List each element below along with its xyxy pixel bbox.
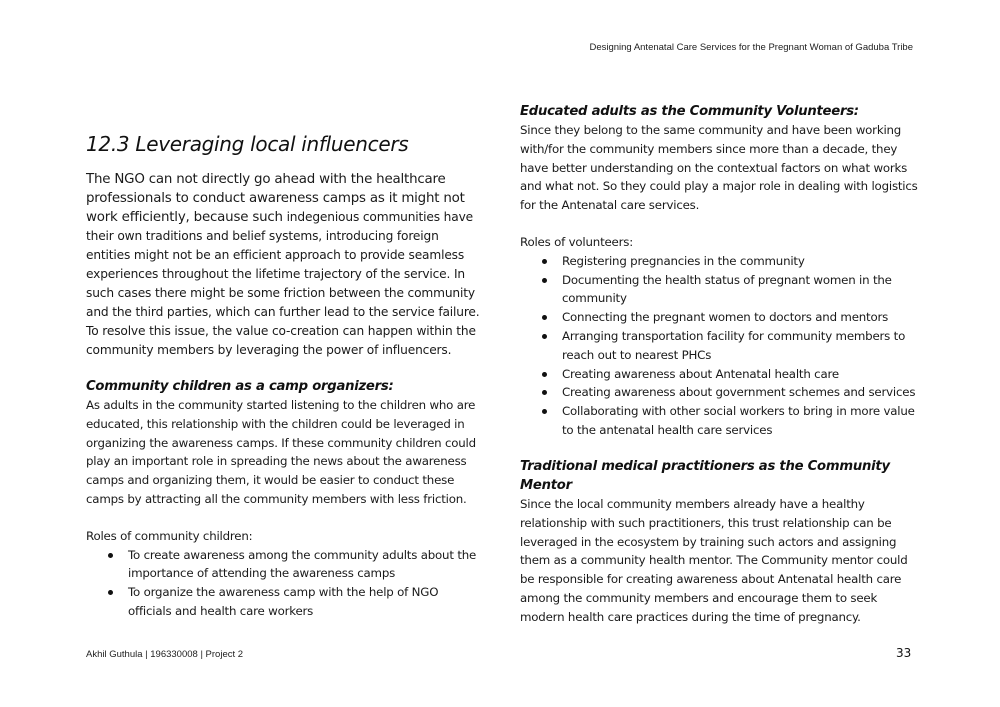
bullet-icon bbox=[108, 553, 113, 558]
volunteers-paragraph: Since they belong to the same community and have been working with/for the community members since more than a decade, they have better understanding on the contextual factors on what works and what not. So they could play a major role in dealing with logistics for the Antenatal care services. bbox=[520, 123, 918, 213]
page-number: 33 bbox=[896, 646, 912, 660]
bullet-icon bbox=[542, 259, 547, 264]
mentor-heading: Traditional medical practitioners as the Community Mentor bbox=[520, 459, 890, 493]
children-roles-list bbox=[86, 546, 481, 621]
list-item: Creating awareness about Antenatal health care bbox=[520, 365, 920, 384]
intro-lead: The NGO can not directly go ahead with the healthcare professionals to conduct awareness camps as it might not work efficiently, because such bbox=[86, 172, 465, 225]
list-item: Creating awareness about government schemes and services bbox=[520, 383, 920, 402]
list-item: Connecting the pregnant women to doctors and mentors bbox=[520, 308, 920, 327]
footer-author: Akhil Guthula | 196330008 | Project 2 bbox=[86, 649, 244, 660]
bullet-icon bbox=[542, 409, 547, 414]
bullet-icon bbox=[542, 334, 547, 339]
list-item: Arranging transportation facility for community members to reach out to nearest PHCs bbox=[520, 327, 920, 365]
bullet-icon bbox=[542, 390, 547, 395]
children-heading: Community children as a camp organizers: bbox=[86, 379, 394, 394]
children-roles-label: Roles of community children: bbox=[86, 528, 253, 543]
volunteers-section bbox=[520, 102, 920, 440]
volunteers-roles-list bbox=[520, 252, 920, 440]
children-paragraph: As adults in the community started listening to the children who are educated, this relationship with the children could be leveraged in organizing the awareness camps. If these community children could play an important role in spreading the news about the awareness camps and organizing them, it would be easier to conduct these camps by attracting all the community members with less friction. bbox=[86, 398, 476, 506]
list-item: To organize the awareness camp with the help of NGO officials and health care workers bbox=[86, 583, 481, 621]
list-item: To create awareness among the community adults about the importance of attending the awareness camps bbox=[86, 546, 481, 584]
intro-paragraph bbox=[86, 170, 486, 360]
bullet-icon bbox=[542, 372, 547, 377]
section-title: 12.3 Leveraging local influencers bbox=[86, 132, 409, 156]
bullet-icon bbox=[108, 590, 113, 595]
list-item: Collaborating with other social workers to bring in more value to the antenatal health care services bbox=[520, 402, 920, 440]
volunteers-roles-label: Roles of volunteers: bbox=[520, 234, 633, 249]
volunteers-heading: Educated adults as the Community Volunteers: bbox=[520, 104, 859, 119]
bullet-icon bbox=[542, 278, 547, 283]
mentor-section bbox=[520, 457, 920, 627]
intro-rest: indegenious communities have their own traditions and belief systems, introducing foreign entities might not be an efficient approach to provide seamless experiences throughout the lifetime trajectory of the service. In such cases there might be some friction between the community and the third parties, which can further lead to the service failure. To resolve this issue, the value co-creation can happen within the community members by leveraging the power of influencers. bbox=[86, 210, 480, 357]
children-section bbox=[86, 377, 481, 621]
bullet-icon bbox=[542, 315, 547, 320]
list-item: Registering pregnancies in the community bbox=[520, 252, 920, 271]
mentor-paragraph: Since the local community members already have a healthy relationship with such practitioners, this trust relationship can be leveraged in the ecosystem by training such actors and assigning them as a community health mentor. The Community mentor could be responsible for creating awareness about Antenatal health care among the community members and encourage them to seek modern health care practices during the time of pregnancy. bbox=[520, 497, 908, 624]
running-header: Designing Antenatal Care Services for the Pregnant Woman of Gaduba Tribe bbox=[589, 42, 913, 53]
list-item: Documenting the health status of pregnant women in the community bbox=[520, 271, 920, 309]
